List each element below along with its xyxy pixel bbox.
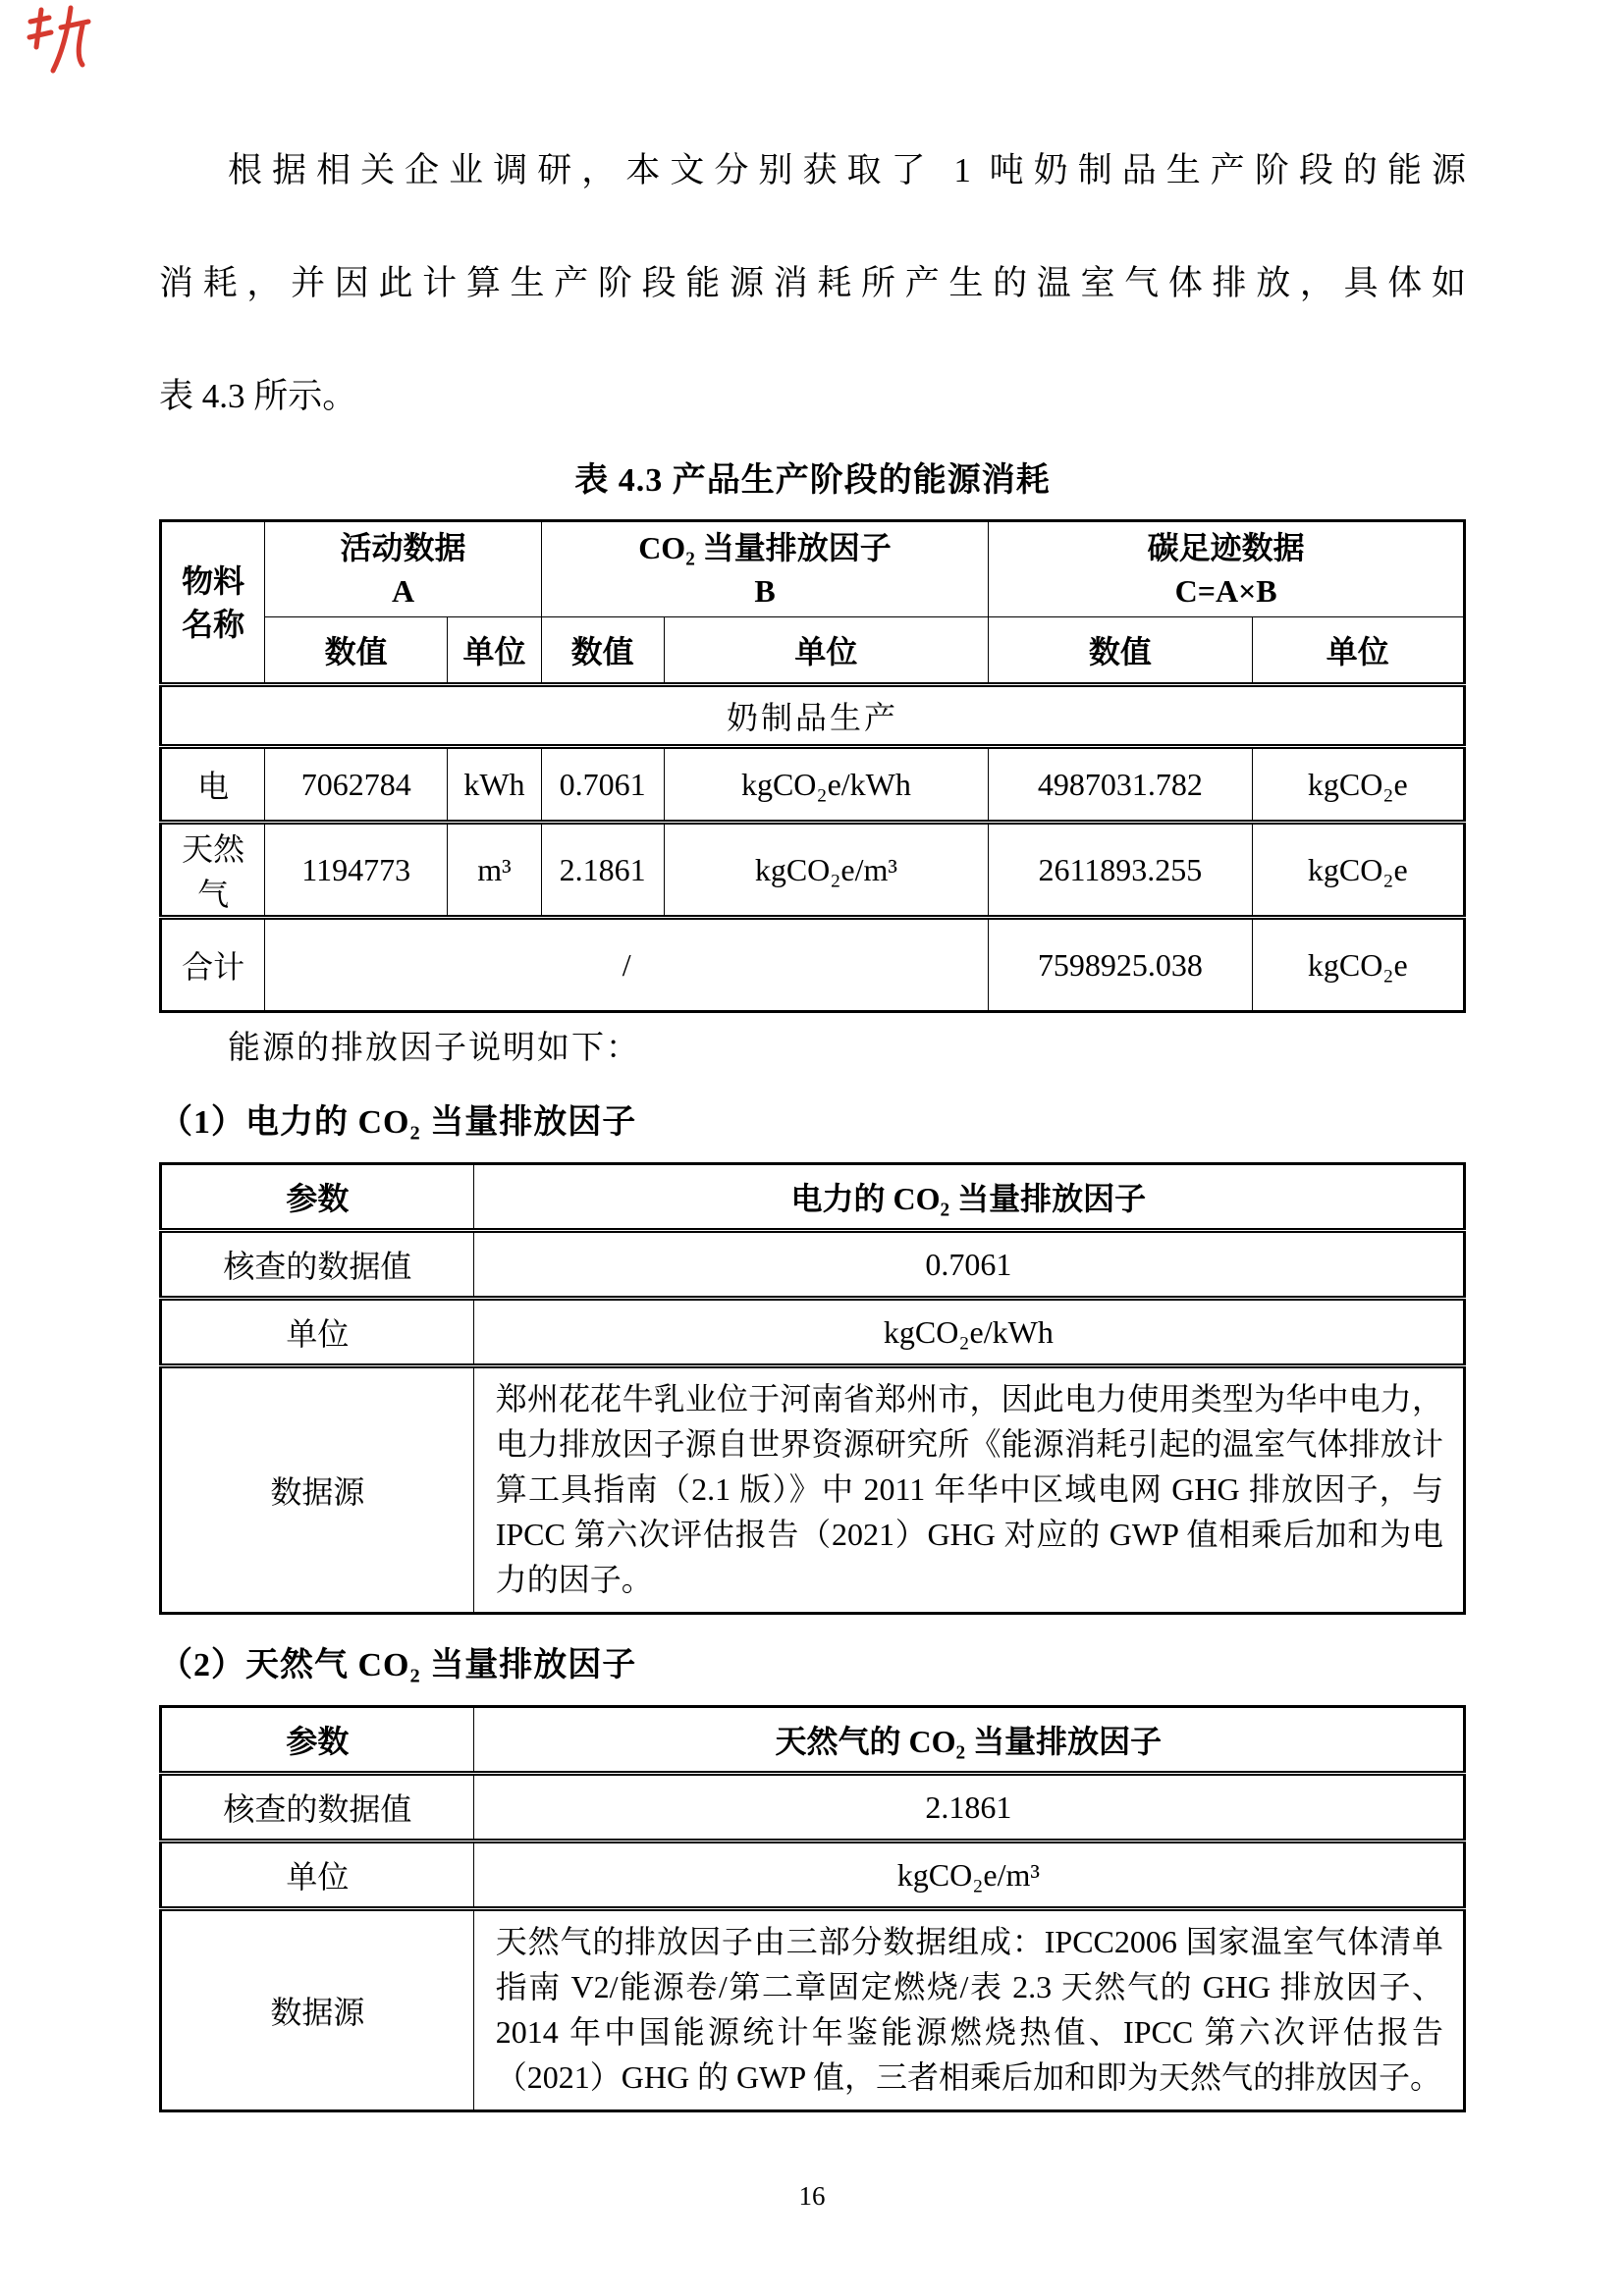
table-row-electricity bbox=[161, 747, 1465, 823]
subheader-unit: 单位 bbox=[448, 617, 542, 685]
header-footprint-line2: C=A×B bbox=[1174, 573, 1277, 609]
subheader-unit: 单位 bbox=[664, 617, 989, 685]
header-material-line1: 物料 bbox=[182, 562, 245, 599]
cell-activity-unit: kWh bbox=[448, 747, 542, 823]
table-row-natural-gas bbox=[161, 823, 1465, 918]
unit-label: 单位 bbox=[161, 1299, 474, 1366]
paragraph-line: 消耗，并因此计算生产阶段能源消耗所产生的温室气体排放，具体如 bbox=[159, 264, 1466, 302]
cell-factor-value: 0.7061 bbox=[541, 747, 664, 823]
header-co2-factor bbox=[541, 521, 989, 617]
emission-factor-note: 能源的排放因子说明如下： bbox=[228, 1031, 640, 1066]
param-label: 参数 bbox=[161, 1707, 474, 1774]
table-row-total bbox=[161, 918, 1465, 1012]
paragraph-line: 根据相关企业调研，本文分别获取了 1 吨奶制品生产阶段的能源 bbox=[228, 151, 1466, 189]
header-activity-data bbox=[265, 521, 542, 617]
table-subheader-row bbox=[161, 617, 1465, 685]
cell-footprint-unit: kgCO₂e bbox=[1252, 823, 1465, 918]
header-carbon-footprint bbox=[989, 521, 1465, 617]
cell-material: 天然气 bbox=[161, 823, 265, 918]
header-co2-line1: CO₂ 当量排放因子 bbox=[638, 530, 892, 565]
verified-label: 核查的数据值 bbox=[161, 1774, 474, 1842]
section2-heading: （2）天然气 CO₂ 当量排放因子 bbox=[159, 1647, 637, 1683]
table-header-group-row bbox=[161, 521, 1465, 617]
source-text: 郑州花花牛乳业位于河南省郑州市，因此电力使用类型为华中电力，电力排放因子源自世界资源研究所《能源消耗引起的温室气体排放计算工具指南（2.1 版）》中 2011 年华中区域电网 GHG 排放因子，与 IPCC 第六次评估报告（2021）GHG 对应的 GWP 值相乘后加和为电力的因子。 bbox=[473, 1366, 1464, 1614]
source-text: 天然气的排放因子由三部分数据组成：IPCC2006 国家温室气体清单指南 V2/能源卷/第二章固定燃烧/表 2.3 天然气的 GHG 排放因子、2014 年中国能源统计年鉴能源燃烧热值、IPCC 第六次评估报告（2021）GHG 的 GWP 值，三者相乘后加和即为天然气的排放因子。 bbox=[473, 1909, 1464, 2111]
subheader-value: 数值 bbox=[541, 617, 664, 685]
unit-value: kgCO₂e/m³ bbox=[473, 1842, 1464, 1909]
verified-value: 2.1861 bbox=[473, 1774, 1464, 1842]
subheader-value: 数值 bbox=[989, 617, 1252, 685]
subheader-value: 数值 bbox=[265, 617, 448, 685]
unit-row bbox=[161, 1299, 1465, 1366]
param-header-row bbox=[161, 1707, 1465, 1774]
header-material-line2: 名称 bbox=[182, 606, 245, 642]
header-activity-line1: 活动数据 bbox=[340, 530, 466, 565]
cell-factor-unit: kgCO₂e/m³ bbox=[664, 823, 989, 918]
page-number: 16 bbox=[798, 2181, 826, 2211]
cell-total-footprint-unit: kgCO₂e bbox=[1252, 918, 1465, 1012]
cell-material: 电 bbox=[161, 747, 265, 823]
section-row-dairy-production bbox=[161, 685, 1465, 747]
verified-value-row bbox=[161, 1774, 1465, 1842]
verified-value: 0.7061 bbox=[473, 1231, 1464, 1299]
cell-footprint-value: 2611893.255 bbox=[989, 823, 1252, 918]
red-pen-annotation-mark bbox=[26, 4, 98, 80]
data-source-row bbox=[161, 1366, 1465, 1614]
energy-consumption-table bbox=[159, 519, 1466, 1013]
cell-activity-unit: m³ bbox=[448, 823, 542, 918]
header-activity-line2: A bbox=[391, 573, 415, 609]
cell-activity-value: 1194773 bbox=[265, 823, 448, 918]
subheader-unit: 单位 bbox=[1252, 617, 1465, 685]
cell-total-label: 合计 bbox=[161, 918, 265, 1012]
source-label: 数据源 bbox=[161, 1909, 474, 2111]
electricity-factor-table bbox=[159, 1162, 1466, 1615]
cell-total-footprint-value: 7598925.038 bbox=[989, 918, 1252, 1012]
unit-value: kgCO₂e/kWh bbox=[473, 1299, 1464, 1366]
header-material-name bbox=[161, 521, 265, 685]
section1-heading: （1）电力的 CO₂ 当量排放因子 bbox=[159, 1104, 637, 1141]
unit-row bbox=[161, 1842, 1465, 1909]
param-label: 参数 bbox=[161, 1164, 474, 1231]
source-label: 数据源 bbox=[161, 1366, 474, 1614]
page-content bbox=[159, 114, 1466, 2112]
intro-paragraph bbox=[159, 114, 1466, 453]
param-value: 电力的 CO₂ 当量排放因子 bbox=[473, 1164, 1464, 1231]
natural-gas-factor-table bbox=[159, 1705, 1466, 2112]
cell-footprint-value: 4987031.782 bbox=[989, 747, 1252, 823]
header-co2-line2: B bbox=[754, 573, 776, 609]
paragraph-line: 表 4.3 所示。 bbox=[159, 377, 357, 415]
cell-total-slash: / bbox=[265, 918, 989, 1012]
header-footprint-line1: 碳足迹数据 bbox=[1147, 530, 1305, 565]
section-label: 奶制品生产 bbox=[161, 685, 1465, 747]
data-source-row bbox=[161, 1909, 1465, 2111]
cell-factor-unit: kgCO₂e/kWh bbox=[664, 747, 989, 823]
cell-footprint-unit: kgCO₂e bbox=[1252, 747, 1465, 823]
verified-label: 核查的数据值 bbox=[161, 1231, 474, 1299]
unit-label: 单位 bbox=[161, 1842, 474, 1909]
param-header-row bbox=[161, 1164, 1465, 1231]
param-value: 天然气的 CO₂ 当量排放因子 bbox=[473, 1707, 1464, 1774]
table-4-3-title: 表 4.3 产品生产阶段的能源消耗 bbox=[574, 462, 1051, 499]
cell-activity-value: 7062784 bbox=[265, 747, 448, 823]
cell-factor-value: 2.1861 bbox=[541, 823, 664, 918]
verified-value-row bbox=[161, 1231, 1465, 1299]
